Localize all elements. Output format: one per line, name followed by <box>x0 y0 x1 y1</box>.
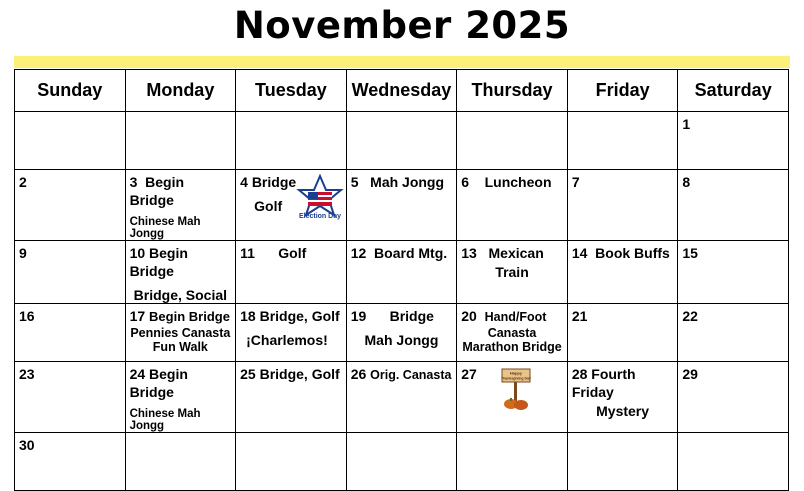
day-number: 28 <box>571 366 588 382</box>
svg-text:Happy: Happy <box>510 370 523 376</box>
day-cell-16 <box>15 304 126 362</box>
event-text: Bridge <box>389 308 434 324</box>
day-cell-26 <box>346 362 457 433</box>
event-text: Mexican <box>488 245 544 261</box>
day-cell-empty <box>236 112 347 170</box>
day-number: 12 <box>350 245 367 261</box>
event-text: Begin Bridge <box>129 245 188 279</box>
day-cell-14 <box>567 241 678 304</box>
day-cell-empty <box>567 112 678 170</box>
day-cell-empty <box>236 433 347 491</box>
day-cell-empty <box>125 433 236 491</box>
day-cell-7 <box>567 170 678 241</box>
day-number: 3 <box>129 174 138 190</box>
event-text: Bridge, Golf <box>259 308 340 324</box>
day-number: 21 <box>571 308 588 324</box>
day-number: 1 <box>682 116 691 132</box>
week-row-6 <box>15 433 789 491</box>
day-cell-9 <box>15 241 126 304</box>
event-text: Begin Bridge <box>129 366 188 400</box>
day-cell-empty <box>678 433 789 491</box>
week-row-1 <box>15 112 789 170</box>
event-text: Bridge, Golf <box>259 366 340 382</box>
title-underline-band <box>14 56 790 68</box>
week-row-2 <box>15 170 789 241</box>
day-number: 30 <box>19 437 35 453</box>
calendar-title: November 2025 <box>233 4 571 47</box>
day-cell-24 <box>125 362 236 433</box>
header-tuesday: Tuesday <box>236 70 347 112</box>
event-text: Mah Jongg <box>364 332 439 348</box>
event-text: Orig. Canasta <box>370 368 452 382</box>
day-number: 16 <box>19 308 35 324</box>
event-text: Train <box>495 264 529 280</box>
event-text: Fourth Friday <box>571 366 636 400</box>
day-cell-5 <box>346 170 457 241</box>
event-text: Luncheon <box>484 174 552 190</box>
day-number: 22 <box>682 308 698 324</box>
day-number: 5 <box>350 174 359 190</box>
day-cell-empty <box>346 112 457 170</box>
day-cell-27 <box>457 362 568 433</box>
day-number: 10 <box>129 245 146 261</box>
day-cell-30 <box>15 433 126 491</box>
day-number: 19 <box>350 308 367 324</box>
day-number: 2 <box>19 174 27 190</box>
event-text: Golf <box>278 245 307 261</box>
event-text: Golf <box>254 198 283 214</box>
event-text: Begin Bridge <box>129 174 185 208</box>
event-text: ¡Charlemos! <box>246 332 328 348</box>
day-cell-22 <box>678 304 789 362</box>
day-number: 11 <box>240 245 255 261</box>
day-number: 13 <box>461 245 477 261</box>
day-cell-18 <box>236 304 347 362</box>
header-monday: Monday <box>125 70 236 112</box>
day-number: 18 <box>240 308 256 324</box>
event-text: Pennies Canasta <box>130 326 231 340</box>
election-day-icon <box>296 174 344 222</box>
svg-text:Thanksgiving Day: Thanksgiving Day <box>501 376 532 381</box>
day-cell-23 <box>15 362 126 433</box>
day-number: 14 <box>571 245 588 261</box>
week-row-5 <box>15 362 789 433</box>
day-cell-3 <box>125 170 236 241</box>
event-text: Canasta <box>487 326 537 340</box>
day-cell-15 <box>678 241 789 304</box>
week-row-4 <box>15 304 789 362</box>
event-text: Mystery <box>596 403 650 419</box>
day-number: 24 <box>129 366 146 382</box>
header-sunday: Sunday <box>15 70 126 112</box>
day-cell-12 <box>346 241 457 304</box>
day-cell-17 <box>125 304 236 362</box>
day-number: 7 <box>571 174 580 190</box>
day-cell-6 <box>457 170 568 241</box>
day-number: 27 <box>461 366 477 382</box>
day-cell-empty <box>457 433 568 491</box>
header-friday: Friday <box>567 70 678 112</box>
day-number: 15 <box>682 245 698 261</box>
event-text: Bridge <box>251 174 297 190</box>
svg-text:Election Day: Election Day <box>298 213 341 220</box>
day-cell-28 <box>567 362 678 433</box>
day-number: 20 <box>461 308 477 324</box>
day-cell-empty <box>125 112 236 170</box>
day-cell-13 <box>457 241 568 304</box>
day-number: 26 <box>350 366 367 382</box>
day-cell-25 <box>236 362 347 433</box>
day-cell-1 <box>678 112 789 170</box>
day-cell-empty <box>457 112 568 170</box>
day-cell-8 <box>678 170 789 241</box>
header-saturday: Saturday <box>678 70 789 112</box>
day-cell-empty <box>346 433 457 491</box>
event-text: Chinese Mah Jongg <box>129 408 201 432</box>
day-cell-2 <box>15 170 126 241</box>
day-cell-19 <box>346 304 457 362</box>
event-text: Marathon Bridge <box>462 340 562 354</box>
event-text: Chinese Mah Jongg <box>129 216 201 240</box>
day-cell-4 <box>236 170 347 241</box>
event-text: Book Buffs <box>595 245 670 261</box>
event-text: Fun Walk <box>152 340 208 354</box>
day-cell-10 <box>125 241 236 304</box>
day-cell-empty <box>15 112 126 170</box>
day-number: 8 <box>682 174 691 190</box>
day-number: 6 <box>461 174 470 190</box>
day-number: 25 <box>240 366 256 382</box>
header-wednesday: Wednesday <box>346 70 457 112</box>
day-number: 17 <box>129 308 146 324</box>
header-thursday: Thursday <box>457 70 568 112</box>
day-number: 4 <box>240 174 248 190</box>
event-text: Hand/Foot <box>484 310 547 324</box>
week-row-3 <box>15 241 789 304</box>
event-text: Bridge, Social <box>133 287 228 303</box>
thanksgiving-sign-icon <box>501 366 531 412</box>
day-cell-11 <box>236 241 347 304</box>
event-text: Begin Bridge <box>149 309 230 324</box>
day-number: 9 <box>19 245 27 261</box>
day-cell-29 <box>678 362 789 433</box>
day-number: 29 <box>682 366 698 382</box>
day-cell-21 <box>567 304 678 362</box>
event-text: Board Mtg. <box>374 245 448 261</box>
day-cell-empty <box>567 433 678 491</box>
day-cell-20 <box>457 304 568 362</box>
calendar-grid <box>14 69 789 491</box>
event-text: Mah Jongg <box>370 174 445 190</box>
weekday-header-row <box>15 70 789 112</box>
day-number: 23 <box>19 366 35 382</box>
